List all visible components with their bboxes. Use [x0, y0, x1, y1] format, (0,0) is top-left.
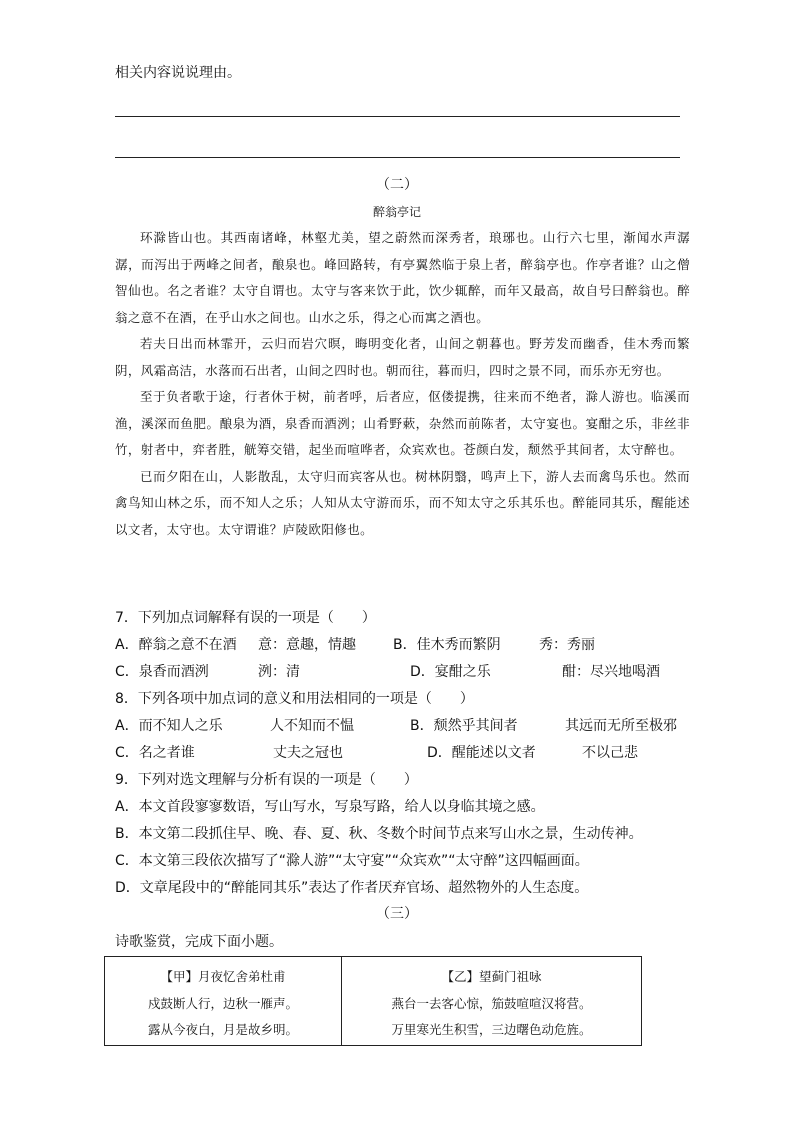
option-text: B．佳木秀而繁阴: [393, 637, 501, 653]
poem-a-title: 【甲】月夜忆舍弟杜甫: [160, 969, 286, 984]
poem-a: [105, 957, 342, 1045]
option-gloss: 意：意趣，情趣: [258, 637, 356, 653]
option-quote: 不以己悲: [582, 745, 638, 761]
option-text: A．而不知人之乐: [115, 718, 223, 734]
poem-b-line: 万里寒光生积雪，三边曙色动危旌。: [391, 1022, 592, 1037]
answer-line: [115, 157, 680, 158]
essay-paragraph: 已而夕阳在山，人影散乱，太守归而宾客从也。树林阴翳，鸣声上下，游人去而禽鸟乐也。然而禽鸟知山林之乐，而不知人之乐；人知从太守游而乐，而不知太守之乐其乐也。醉能同其乐，醒能述以文者，太守也。太守谓谁？庐陵欧阳修也。: [115, 468, 690, 537]
question-9-option: C．本文第三段依次描写了“滁人游”“太守宴”“众宾欢”“太守醉”这四幅画面。: [115, 853, 589, 869]
option-quote: 丈夫之冠也: [273, 745, 343, 761]
poem-a-line: 露从今夜白，月是故乡明。: [147, 1022, 298, 1037]
essay-paragraph: 环滁皆山也。其西南诸峰，林壑尤美，望之蔚然而深秀者，琅琊也。山行六七里，渐闻水声潺潺，而泻出于两峰之间者，酿泉也。峰回路转，有亭翼然临于泉上者，醉翁亭也。作亭者谁？山之僧智仙也。名之者谁？太守自谓也。太守与客来饮于此，饮少辄醉，而年又最高，故自号曰醉翁也。醉翁之意不在酒，在乎山水之间也。山水之乐，得之心而寓之酒也。: [115, 230, 690, 325]
answer-line: [115, 116, 680, 117]
poem-b-title: 【乙】望蓟门祖咏: [441, 969, 542, 984]
question-9-stem: 9．下列对选文理解与分析有误的一项是（ ）: [115, 772, 418, 788]
poem-b-line: 燕台一去客心惊，笳鼓喧喧汉将营。: [391, 996, 592, 1011]
option-gloss: 酣：尽兴地喝酒: [562, 664, 660, 680]
essay-title: 醉翁亭记: [372, 205, 421, 219]
essay-paragraph: 至于负者歌于途，行者休于树，前者呼，后者应，伛偻提携，往来而不绝者，滁人游也。临溪而渔，溪深而鱼肥。酿泉为酒，泉香而酒洌；山肴野蔌，杂然而前陈者，太守宴也。宴酣之乐，非丝非竹，射者中，弈者胜，觥筹交错，起坐而喧哗者，众宾欢也。苍颜白发，颓然乎其间者，太守醉也。: [115, 389, 690, 457]
section-heading-2: （二）: [376, 177, 418, 193]
option-quote: 其远而无所至极邪: [565, 718, 677, 734]
option-text: C．名之者谁: [115, 745, 195, 761]
option-gloss: 洌：清: [258, 664, 300, 680]
poem-a-line: 戍鼓断人行，边秋一雁声。: [147, 996, 298, 1011]
question-9-option: B．本文第二段抓住早、晚、春、夏、秋、冬数个时间节点来写山水之景，生动传神。: [115, 826, 643, 842]
essay-body: [115, 225, 690, 543]
question-9-option: A．本文首段寥寥数语，写山写水，写泉写路，给人以身临其境之感。: [115, 799, 545, 815]
option-gloss: 秀：秀丽: [539, 637, 595, 653]
option-quote: 人不知而不愠: [270, 718, 354, 734]
option-text: D．醒能述以文者: [427, 745, 536, 761]
question-7-stem: 7．下列加点词解释有误的一项是（ ）: [115, 610, 376, 626]
option-text: A．醉翁之意不在酒: [115, 637, 237, 653]
essay-paragraph: 若夫日出而林霏开，云归而岩穴暝，晦明变化者，山间之朝暮也。野芳发而幽香，佳木秀而繁阴，风霜高洁，水落而石出者，山间之四时也。朝而往，暮而归，四时之景不同，而乐亦无穷也。: [115, 336, 690, 378]
question-8-stem: 8．下列各项中加点词的意义和用法相同的一项是（ ）: [115, 691, 474, 707]
section-heading-3: （三）: [376, 906, 418, 922]
question-9-option: D．文章尾段中的“醉能同其乐”表达了作者厌弃官场、超然物外的人生态度。: [115, 880, 589, 896]
section3-instruction: 诗歌鉴赏，完成下面小题。: [115, 934, 283, 950]
poem-b: [342, 957, 641, 1045]
poem-table: [104, 956, 642, 1046]
option-text: B．颓然乎其间者: [410, 718, 518, 734]
option-text: C．泉香而酒洌: [115, 664, 209, 680]
option-text: D．宴酣之乐: [410, 664, 491, 680]
intro-tail: 相关内容说说理由。: [115, 65, 241, 81]
